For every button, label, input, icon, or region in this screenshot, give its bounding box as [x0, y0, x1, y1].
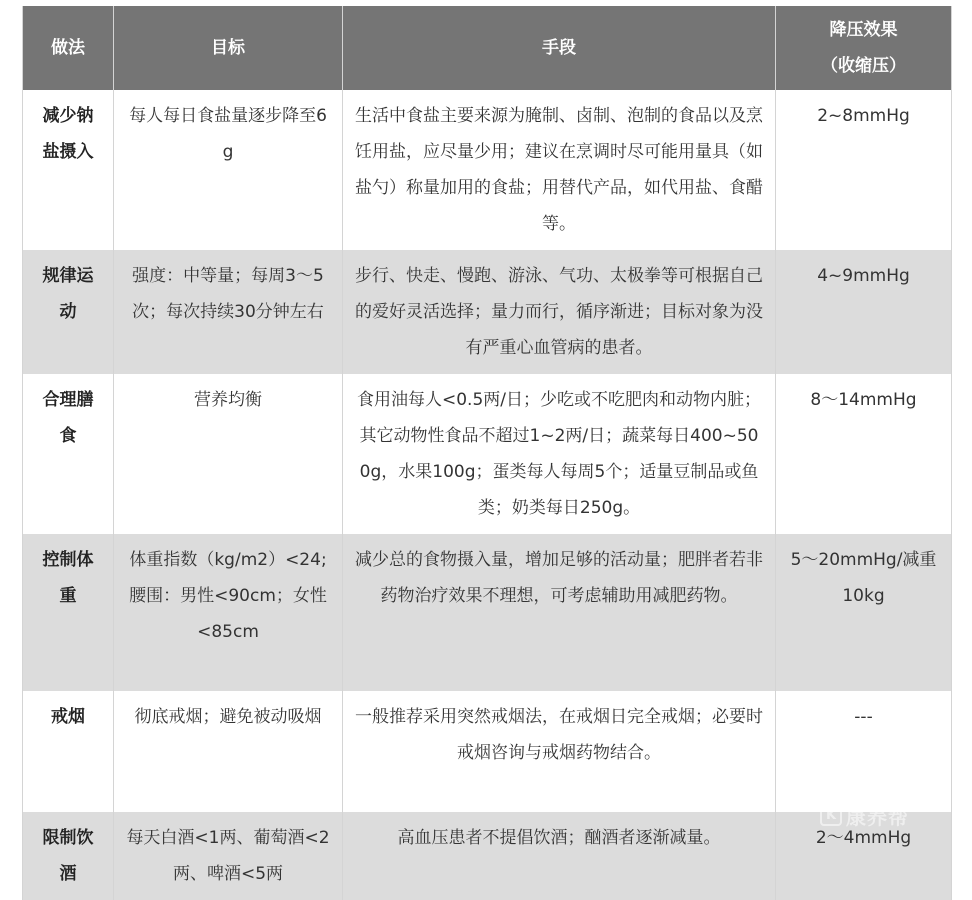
cell-effect: ---: [776, 691, 952, 812]
cell-goal: 每人每日食盐量逐步降至6g: [114, 90, 343, 250]
lifestyle-intervention-table-wrapper: [22, 6, 951, 900]
cell-effect: 2~8mmHg: [776, 90, 952, 250]
table-row: [23, 812, 952, 900]
cell-method: 控制体重: [23, 534, 114, 691]
table-header-row: [23, 6, 952, 90]
cell-goal: 彻底戒烟；避免被动吸烟: [114, 691, 343, 812]
cell-method: 减少钠盐摄入: [23, 90, 114, 250]
watermark-logo-icon: K: [820, 804, 842, 826]
cell-method: 规律运动: [23, 250, 114, 374]
cell-goal: 营养均衡: [114, 374, 343, 534]
cell-method: 限制饮酒: [23, 812, 114, 900]
cell-goal: 体重指数（kg/m2）<24; 腰围：男性<90cm；女性<85cm: [114, 534, 343, 691]
cell-method: 合理膳食: [23, 374, 114, 534]
table-row: [23, 374, 952, 534]
table-row: [23, 250, 952, 374]
cell-effect: 2～4mmHg: [776, 812, 952, 900]
header-effect-text: 降压效果 （收缩压）: [821, 20, 906, 76]
cell-method: 戒烟: [23, 691, 114, 812]
cell-goal: 强度：中等量；每周3～5次；每次持续30分钟左右: [114, 250, 343, 374]
cell-effect: 8～14mmHg: [776, 374, 952, 534]
cell-means: 高血压患者不提倡饮酒；酗酒者逐渐减量。: [343, 812, 776, 900]
header-method: 做法: [23, 6, 114, 90]
cell-means: 减少总的食物摄入量，增加足够的活动量；肥胖者若非药物治疗效果不理想，可考虑辅助用减肥药物。: [343, 534, 776, 691]
watermark-text: 康养帮: [846, 804, 909, 829]
lifestyle-intervention-table: [22, 6, 952, 900]
cell-means: 食用油每人<0.5两/日；少吃或不吃肥肉和动物内脏；其它动物性食品不超过1~2两/日；蔬菜每日400~500g，水果100g；蛋类每人每周5个；适量豆制品或鱼类；奶类每日250g。: [343, 374, 776, 534]
cell-effect: 4~9mmHg: [776, 250, 952, 374]
table-row: [23, 90, 952, 250]
header-means: 手段: [343, 6, 776, 90]
header-effect: [776, 6, 952, 90]
table-row: [23, 534, 952, 691]
cell-goal: 每天白酒<1两、葡萄酒<2两、啤酒<5两: [114, 812, 343, 900]
cell-means: 步行、快走、慢跑、游泳、气功、太极拳等可根据自己的爱好灵活选择；量力而行，循序渐进；目标对象为没有严重心血管病的患者。: [343, 250, 776, 374]
cell-effect: 5～20mmHg/减重10kg: [776, 534, 952, 691]
header-goal: 目标: [114, 6, 343, 90]
table-row: [23, 691, 952, 812]
cell-means: 一般推荐采用突然戒烟法，在戒烟日完全戒烟；必要时戒烟咨询与戒烟药物结合。: [343, 691, 776, 812]
cell-means: 生活中食盐主要来源为腌制、卤制、泡制的食品以及烹饪用盐，应尽量少用；建议在烹调时尽可能用量具（如盐勺）称量加用的食盐；用替代产品，如代用盐、食醋等。: [343, 90, 776, 250]
